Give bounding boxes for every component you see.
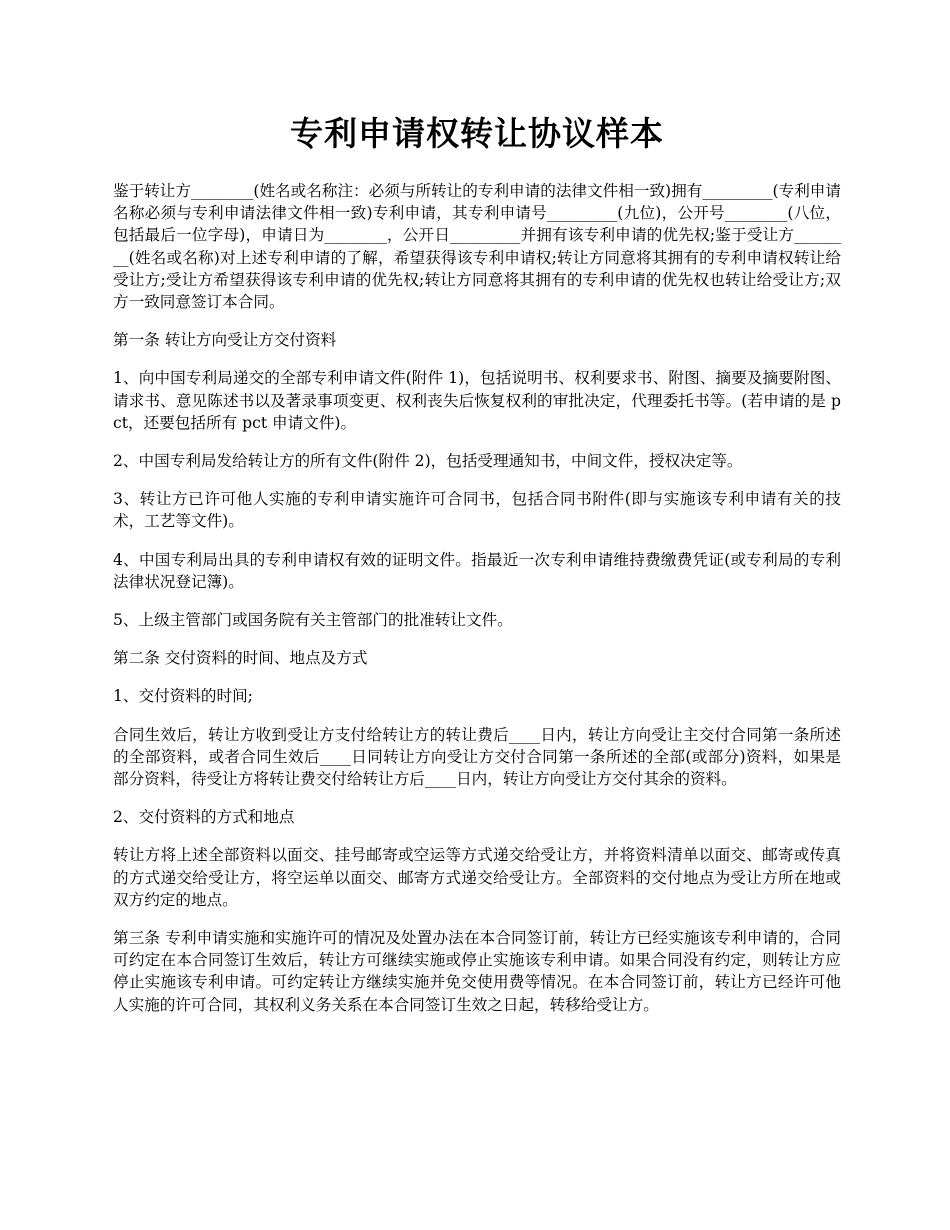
article-2-item-1-body: 合同生效后，转让方收到受让方支付给转让方的转让费后____日内，转让方向受让主交付合同第一条所述的全部资料，或者合同生效后____日同转让方向受让方交付合同第一条所述的全部(或部分)资料，如果是部分资料，待受让方将转让费交付给转让方后____日内，转让方向受让方交付其余的资料。 [113, 725, 841, 789]
preamble-paragraph: 鉴于转让方________(姓名或名称注：必须与所转让的专利申请的法律文件相一致)拥有_________(专利申请名称必须与专利申请法律文件相一致)专利申请，其专利申请号_________(九位)，公开号________(八位，包括最后一位字母)，申请日为________，公开日_________并拥有该专利申请的优先权;鉴于受让方________(姓名或名称)对上述专利申请的了解，希望获得该专利申请权;转让方同意将其拥有的专利申请权转让给受让方;受让方希望获得该专利申请的优先权;转让方同意将其拥有的专利申请的优先权也转让给受让方;双方一致同意签订本合同。 [113, 182, 841, 312]
article-2-item-2-heading: 2、交付资料的方式和地点 [113, 808, 295, 827]
article-2-item-2-body: 转让方将上述全部资料以面交、挂号邮寄或空运等方式递交给受让方，并将资料清单以面交、邮寄或传真的方式递交给受让方，将空运单以面交、邮寄方式递交给受让方。全部资料的交付地点为受让方所在地或双方约定的地点。 [113, 846, 841, 909]
article-1-item-4: 4、中国专利局出具的专利申请权有效的证明文件。指最近一次专利申请维持费缴费凭证(或专利局的专利法律状况登记簿)。 [113, 550, 841, 591]
document-title: 专利申请权转让协议样本 [290, 114, 664, 153]
article-2-item-1-heading: 1、交付资料的时间; [113, 687, 253, 706]
article-1-item-1: 1、向中国专利局递交的全部专利申请文件(附件 1)，包括说明书、权利要求书、附图、摘要及摘要附图、请求书、意见陈述书以及著录事项变更、权利丧失后恢复权利的审批决定，代理委托书等。(若申请的是 pct，还要包括所有 pct 申请文件)。 [113, 369, 841, 432]
article-1-item-3: 3、转让方已许可他人实施的专利申请实施许可合同书，包括合同书附件(即与实施该专利申请有关的技术，工艺等文件)。 [113, 490, 841, 531]
document-page [113, 110, 841, 1032]
article-2-heading: 第二条 交付资料的时间、地点及方式 [113, 649, 368, 668]
article-1-item-2: 2、中国专利局发给转让方的所有文件(附件 2)，包括受理通知书，中间文件，授权决定等。 [113, 452, 743, 471]
article-3-paragraph: 第三条 专利申请实施和实施许可的情况及处置办法在本合同签订前，转让方已经实施该专利申请的，合同可约定在本合同签订生效后，转让方可继续实施或停止实施该专利申请。如果合同没有约定，则转让方应停止实施该专利申请。可约定转让方继续实施并免交使用费等情况。在本合同签订前，转让方已经许可他人实施的许可合同，其权利义务关系在本合同签订生效之日起，转移给受让方。 [113, 929, 841, 1014]
article-1-item-5: 5、上级主管部门或国务院有关主管部门的批准转让文件。 [113, 611, 513, 630]
article-1-heading: 第一条 转让方向受让方交付资料 [113, 331, 337, 350]
